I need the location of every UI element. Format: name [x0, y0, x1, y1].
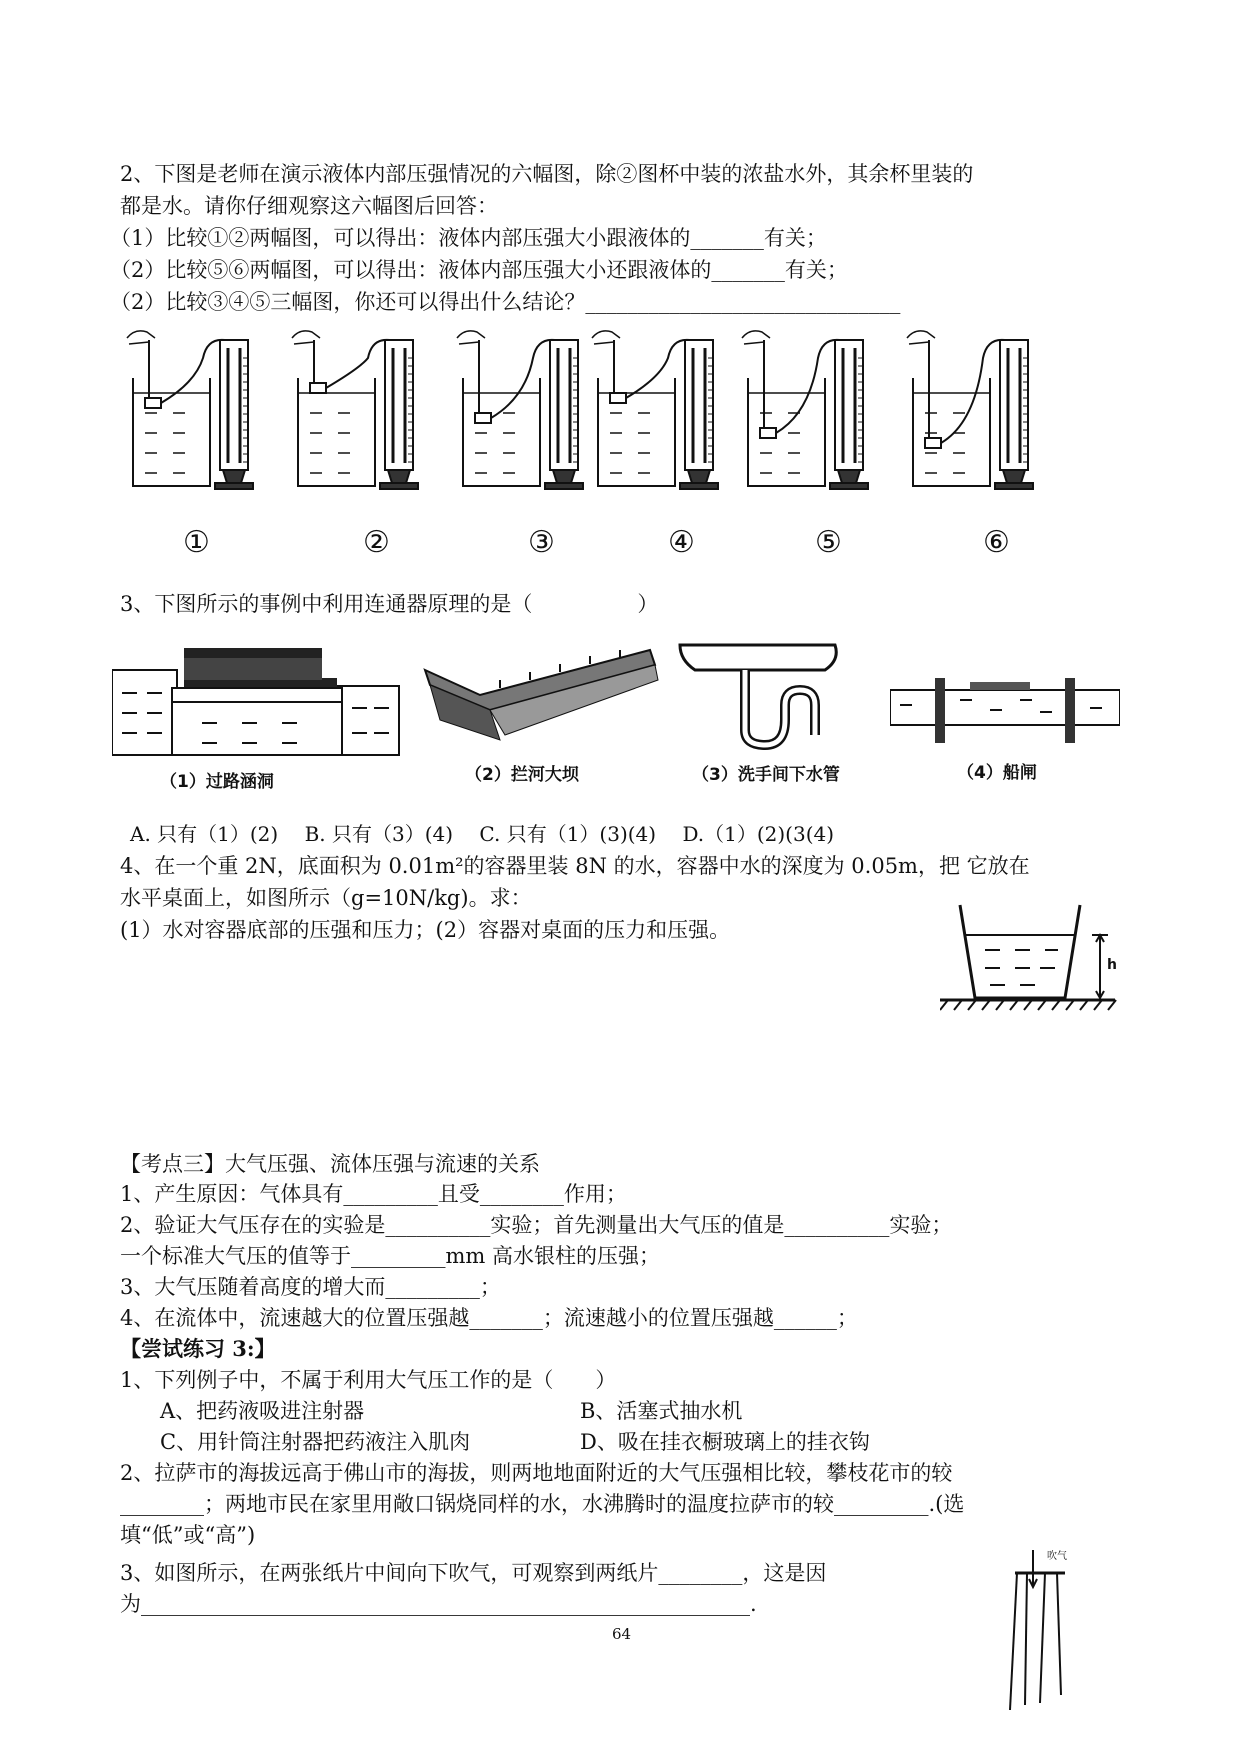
- figure-label-1: ①: [183, 525, 210, 560]
- q2-line-2: 都是水。请你仔细观察这六幅图后回答：: [120, 194, 498, 218]
- pressure-experiment-figures: [115, 318, 1075, 528]
- q3-line-1: 3、下图所示的事例中利用连通器原理的是（ ）: [120, 592, 659, 616]
- paper-blow-figure: [995, 1545, 1085, 1715]
- k3-title: 【考点三】大气压强、流体压强与流速的关系: [120, 1152, 540, 1176]
- caption-ship-lock: （4）船闸: [957, 763, 1037, 783]
- sink-trap-figure: [675, 640, 845, 750]
- p3-title: 【尝试练习 3:】: [120, 1336, 276, 1361]
- gauge-apparatus-6: [907, 331, 1033, 489]
- gauge-apparatus-1: [127, 331, 253, 489]
- p3-q3-line-1: 3、如图所示，在两张纸片中间向下吹气，可观察到两纸片________，这是因: [120, 1561, 827, 1585]
- p3-q1-option-b: B、活塞式抽水机: [580, 1399, 743, 1423]
- caption-dam: （2）拦河大坝: [465, 765, 579, 785]
- q4-line-2: 水平桌面上，如图所示（g=10N/kg)。求：: [120, 886, 532, 910]
- p3-q1-option-c: C、用针筒注射器把药液注入肌肉: [160, 1430, 471, 1454]
- gauge-apparatus-3: [457, 331, 583, 489]
- gauge-apparatus-2: [292, 331, 418, 489]
- p3-q2-line-1: 2、拉萨市的海拔远高于佛山市的海拔，则两地地面附近的大气压强相比较，攀枝花市的较: [120, 1461, 953, 1485]
- q4-line-1: 4、在一个重 2N，底面积为 0.01m²的容器里装 8N 的水，容器中水的深度为 0.05m，把 它放在: [120, 854, 1030, 878]
- k3-line-5: 4、在流体中，流速越大的位置压强越_______；流速越小的位置压强越______；: [120, 1306, 858, 1330]
- ship-lock-figure: [890, 670, 1120, 745]
- culvert-figure: [112, 648, 402, 758]
- p3-q2-line-2: ________；两地市民在家里用敞口锅烧同样的水，水沸腾时的温度拉萨市的较_________.(选: [120, 1492, 965, 1516]
- p3-q2-line-3: 填“低”或“高”): [120, 1523, 256, 1547]
- q3-options: A. 只有（1）(2) B. 只有（3）(4) C. 只有（1）(3)(4) D.（1）(2)(3(4): [130, 822, 835, 846]
- figure-label-6: ⑥: [983, 525, 1010, 560]
- figure-label-4: ④: [668, 525, 695, 560]
- page-number: 64: [612, 1625, 632, 1643]
- k3-line-1: 1、产生原因：气体具有_________且受________作用；: [120, 1182, 627, 1206]
- q2-line-1: 2、下图是老师在演示液体内部压强情况的六幅图，除②图杯中装的浓盐水外，其余杯里装的: [120, 162, 974, 186]
- q2-line-5: （2）比较③④⑤三幅图，你还可以得出什么结论？______________________________: [110, 290, 901, 314]
- figure-label-2: ②: [363, 525, 390, 560]
- q2-line-4: （2）比较⑤⑥两幅图，可以得出：液体内部压强大小还跟液体的_______有关；: [110, 258, 848, 282]
- caption-culvert: （1）过路涵洞: [160, 772, 274, 792]
- dam-figure: [420, 640, 660, 750]
- caption-sink-trap: （3）洗手间下水管: [692, 765, 840, 785]
- k3-line-2: 2、验证大气压存在的实验是__________实验；首先测量出大气压的值是__________实验；: [120, 1213, 953, 1237]
- gauge-apparatus-4: [592, 331, 718, 489]
- blow-label: 吹气: [1047, 1551, 1067, 1562]
- p3-q3-line-2: 为__________________________________________________________.: [120, 1592, 757, 1616]
- height-label: h: [1107, 957, 1117, 973]
- k3-line-4: 3、大气压随着高度的增大而_________；: [120, 1275, 501, 1299]
- p3-q1-option-a: A、把药液吸进注射器: [160, 1399, 365, 1423]
- k3-line-3: 一个标准大气压的值等于_________mm 高水银柱的压强；: [120, 1244, 660, 1268]
- figure-label-5: ⑤: [815, 525, 842, 560]
- p3-q1: 1、下列例子中，不属于利用大气压工作的是（ ）: [120, 1368, 617, 1392]
- q4-line-3: (1）水对容器底部的压强和压力；(2）容器对桌面的压力和压强。: [120, 918, 731, 942]
- p3-q1-option-d: D、吸在挂衣橱玻璃上的挂衣钩: [580, 1430, 870, 1454]
- gauge-apparatus-5: [742, 331, 868, 489]
- q2-line-3: （1）比较①②两幅图，可以得出：液体内部压强大小跟液体的_______有关；: [110, 226, 827, 250]
- container-figure: [940, 900, 1120, 1025]
- figure-label-3: ③: [528, 525, 555, 560]
